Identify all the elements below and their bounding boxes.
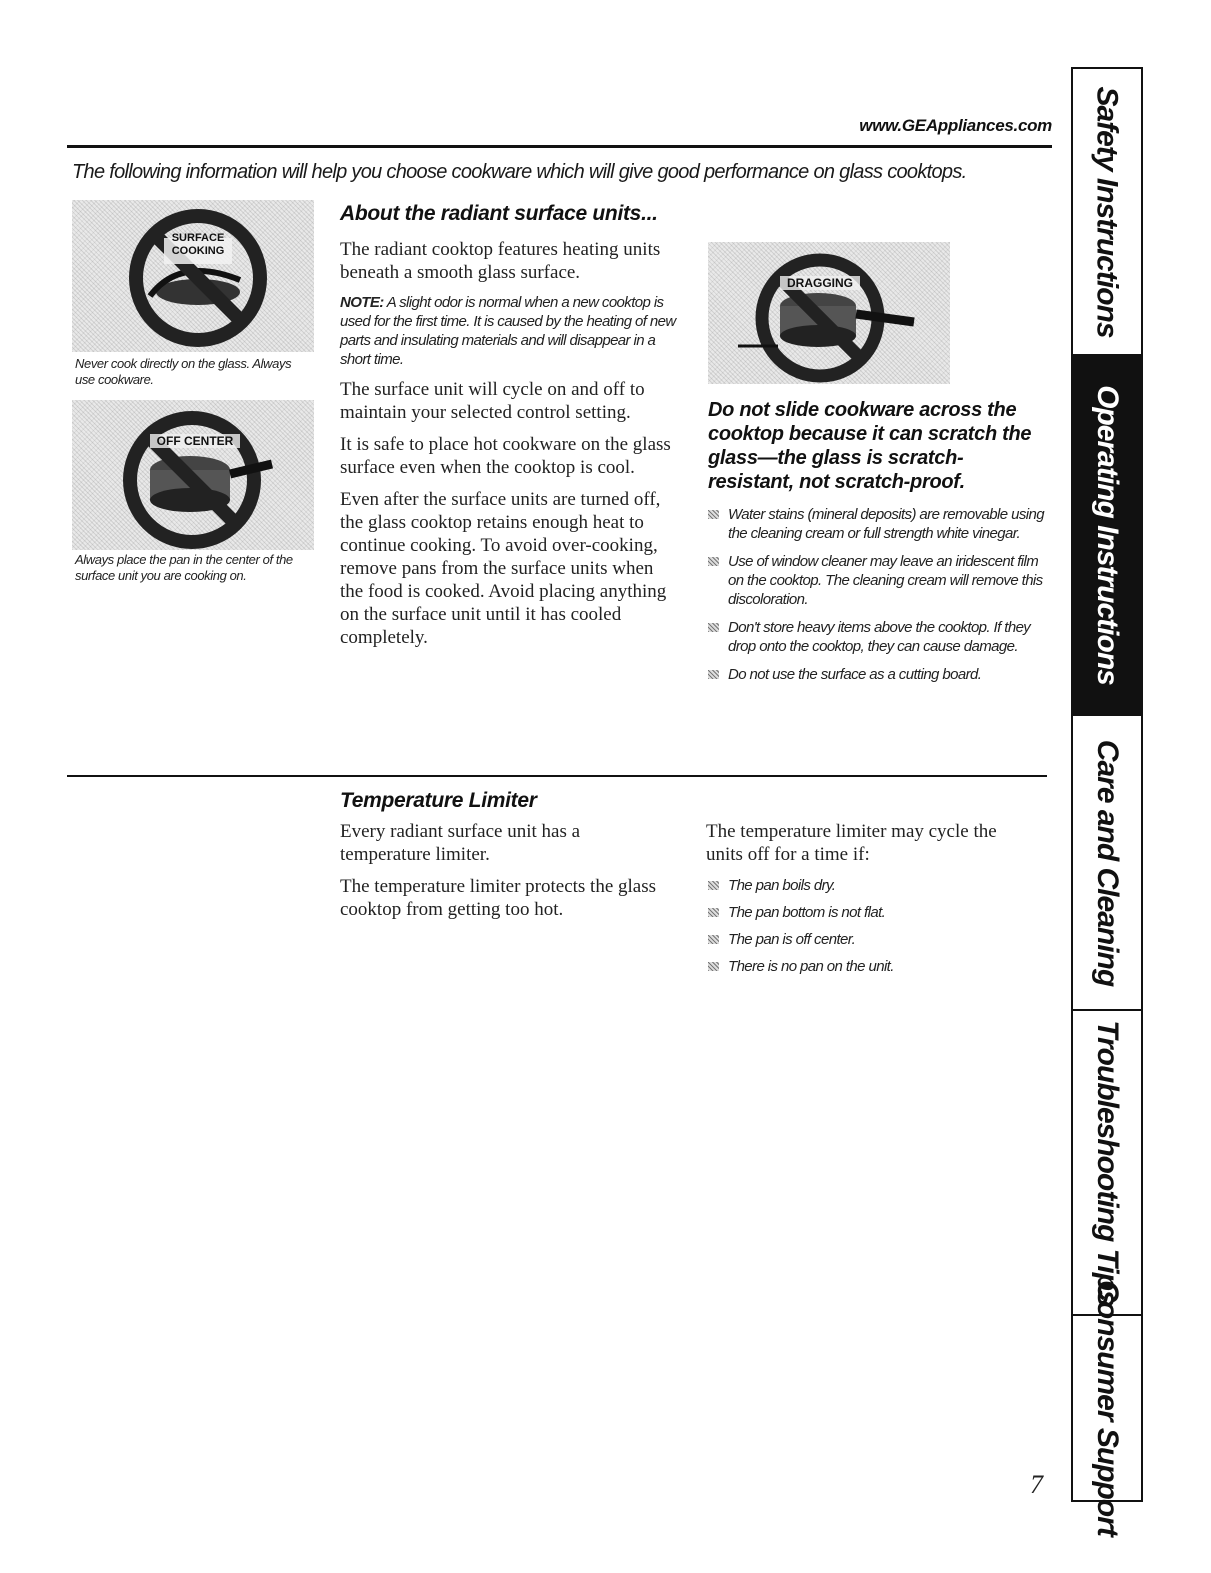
note-text: A slight odor is normal when a new cooktop is used for the first time. It is caused by the heating of new parts and insulating materials and will disappear in a short time. bbox=[340, 294, 676, 368]
about-paragraph-3: It is safe to place hot cookware on the glass surface even when the cooktop is cool. bbox=[340, 434, 671, 478]
page-number: 7 bbox=[1030, 1470, 1043, 1499]
site-url: www.GEAppliances.com bbox=[859, 116, 1052, 135]
tab-consumer-support[interactable] bbox=[1073, 1280, 1141, 1536]
tab-label: Troubleshooting Tips bbox=[1091, 1019, 1124, 1306]
no-symbol-icon bbox=[72, 200, 314, 352]
list-item: Use of window cleaner may leave an iridescent film on the cooktop. The cleaning cream will remove this discoloration. bbox=[706, 552, 1046, 609]
intro-text: The following information will help you choose cookware which will give good performance on glass cooktops. bbox=[72, 161, 967, 183]
limiter-paragraph-2: The temperature limiter protects the glass cooktop from getting too hot. bbox=[340, 876, 657, 920]
surface-cooking-label: SURFACE COOKING bbox=[171, 232, 225, 257]
no-symbol-icon bbox=[708, 242, 950, 384]
list-item: Water stains (mineral deposits) are removable using the cleaning cream or full strength white vinegar. bbox=[706, 505, 1046, 543]
about-paragraph-1: The radiant cooktop features heating units beneath a smooth glass surface. bbox=[340, 239, 661, 283]
list-item: Don't store heavy items above the cooktop. If they drop onto the cooktop, they can cause damage. bbox=[706, 618, 1046, 656]
tab-label: Care and Cleaning bbox=[1091, 739, 1124, 986]
warning-heading: Do not slide cookware across the cooktop because it can scratch the glass—the glass is scratch-resistant, not scratch-proof. bbox=[708, 399, 1032, 493]
limiter-heading: Temperature Limiter bbox=[340, 789, 537, 812]
about-heading: About the radiant surface units... bbox=[340, 202, 658, 225]
note-label: NOTE: bbox=[340, 294, 384, 311]
limiter-paragraph-1: Every radiant surface unit has a temperature limiter. bbox=[340, 821, 581, 865]
limiter-left bbox=[340, 820, 660, 930]
dragging-label: DRAGGING bbox=[780, 276, 860, 290]
tab-label: Operating Instructions bbox=[1091, 385, 1125, 685]
tab-care-and-cleaning[interactable] bbox=[1073, 714, 1141, 1009]
limiter-bullets bbox=[706, 876, 1026, 984]
section-rule bbox=[67, 775, 1047, 777]
about-section bbox=[340, 238, 680, 658]
list-item: The pan is off center. bbox=[706, 930, 1026, 949]
header-rule bbox=[67, 145, 1052, 148]
list-item: There is no pan on the unit. bbox=[706, 957, 1026, 976]
tab-label: Safety Instructions bbox=[1091, 85, 1124, 338]
section-tabs bbox=[1071, 67, 1143, 1536]
dragging-illustration bbox=[708, 242, 950, 384]
surface-cooking-illustration bbox=[72, 200, 314, 352]
warning-bullets bbox=[706, 505, 1046, 693]
about-note bbox=[340, 293, 680, 369]
limiter-right bbox=[706, 820, 1016, 875]
about-paragraph-2: The surface unit will cycle on and off to maintain your selected control setting. bbox=[340, 379, 645, 423]
list-item: The pan bottom is not flat. bbox=[706, 903, 1026, 922]
list-item: The pan boils dry. bbox=[706, 876, 1026, 895]
surface-cooking-caption: Never cook directly on the glass. Always use cookware. bbox=[75, 356, 292, 387]
tab-label: Consumer Support bbox=[1091, 1280, 1125, 1536]
off-center-label: OFF CENTER bbox=[150, 434, 240, 448]
limiter-paragraph-3: The temperature limiter may cycle the units off for a time if: bbox=[706, 821, 997, 865]
list-item: Do not use the surface as a cutting board. bbox=[706, 665, 1046, 684]
off-center-caption: Always place the pan in the center of the surface unit you are cooking on. bbox=[75, 552, 293, 583]
tab-safety-instructions[interactable] bbox=[1073, 69, 1141, 354]
tab-troubleshooting-tips[interactable] bbox=[1073, 1009, 1141, 1314]
tab-operating-instructions[interactable] bbox=[1073, 354, 1141, 714]
no-symbol-icon bbox=[72, 400, 314, 550]
off-center-illustration bbox=[72, 400, 314, 550]
about-paragraph-4: Even after the surface units are turned off, the glass cooktop retains enough heat to continue cooking. To avoid over-cooking, remove pans from the surface units when the food is cooked. Avoid placing anything on the surface unit until it has cooled completely. bbox=[340, 489, 667, 648]
